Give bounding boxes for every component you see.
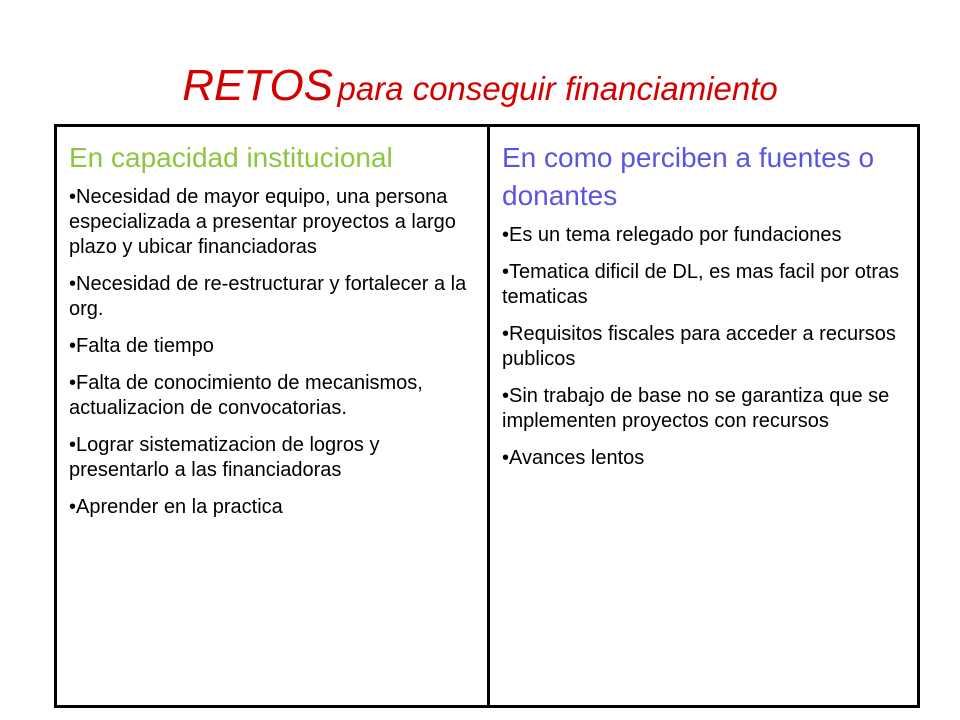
- list-item: • Requisitos fiscales para acceder a recursos publicos: [502, 322, 907, 372]
- list-item: • Lograr sistematizacion de logros y presentarlo a las financiadoras: [69, 433, 477, 483]
- list-item: • Es un tema relegado por fundaciones: [502, 223, 907, 248]
- column-institutional: [57, 127, 490, 705]
- list-item: • Necesidad de mayor equipo, una persona especializada a presentar proyectos a largo plazo y ubicar financiadoras: [69, 185, 477, 260]
- list-item: • Falta de conocimiento de mecanismos, actualizacion de convocatorias.: [69, 371, 477, 421]
- column-donors: [490, 127, 917, 705]
- list-item: • Tematica dificil de DL, es mas facil por otras tematicas: [502, 260, 907, 310]
- challenges-table: [54, 124, 920, 708]
- list-item: • Aprender en la practica: [69, 495, 477, 520]
- list-item: • Sin trabajo de base no se garantiza que se implementen proyectos con recursos: [502, 384, 907, 434]
- column-heading: En capacidad institucional: [69, 142, 393, 173]
- list-item: • Falta de tiempo: [69, 334, 477, 359]
- list-item: • Necesidad de re-estructurar y fortalecer a la org.: [69, 272, 477, 322]
- title-main: RETOS: [182, 61, 334, 110]
- slide-title: [0, 62, 960, 110]
- item-list: [502, 223, 907, 471]
- list-item: • Avances lentos: [502, 446, 907, 471]
- item-list: [69, 185, 477, 520]
- title-sub: para conseguir financiamiento: [337, 70, 778, 107]
- column-heading: En como perciben a fuentes o donantes: [502, 142, 875, 211]
